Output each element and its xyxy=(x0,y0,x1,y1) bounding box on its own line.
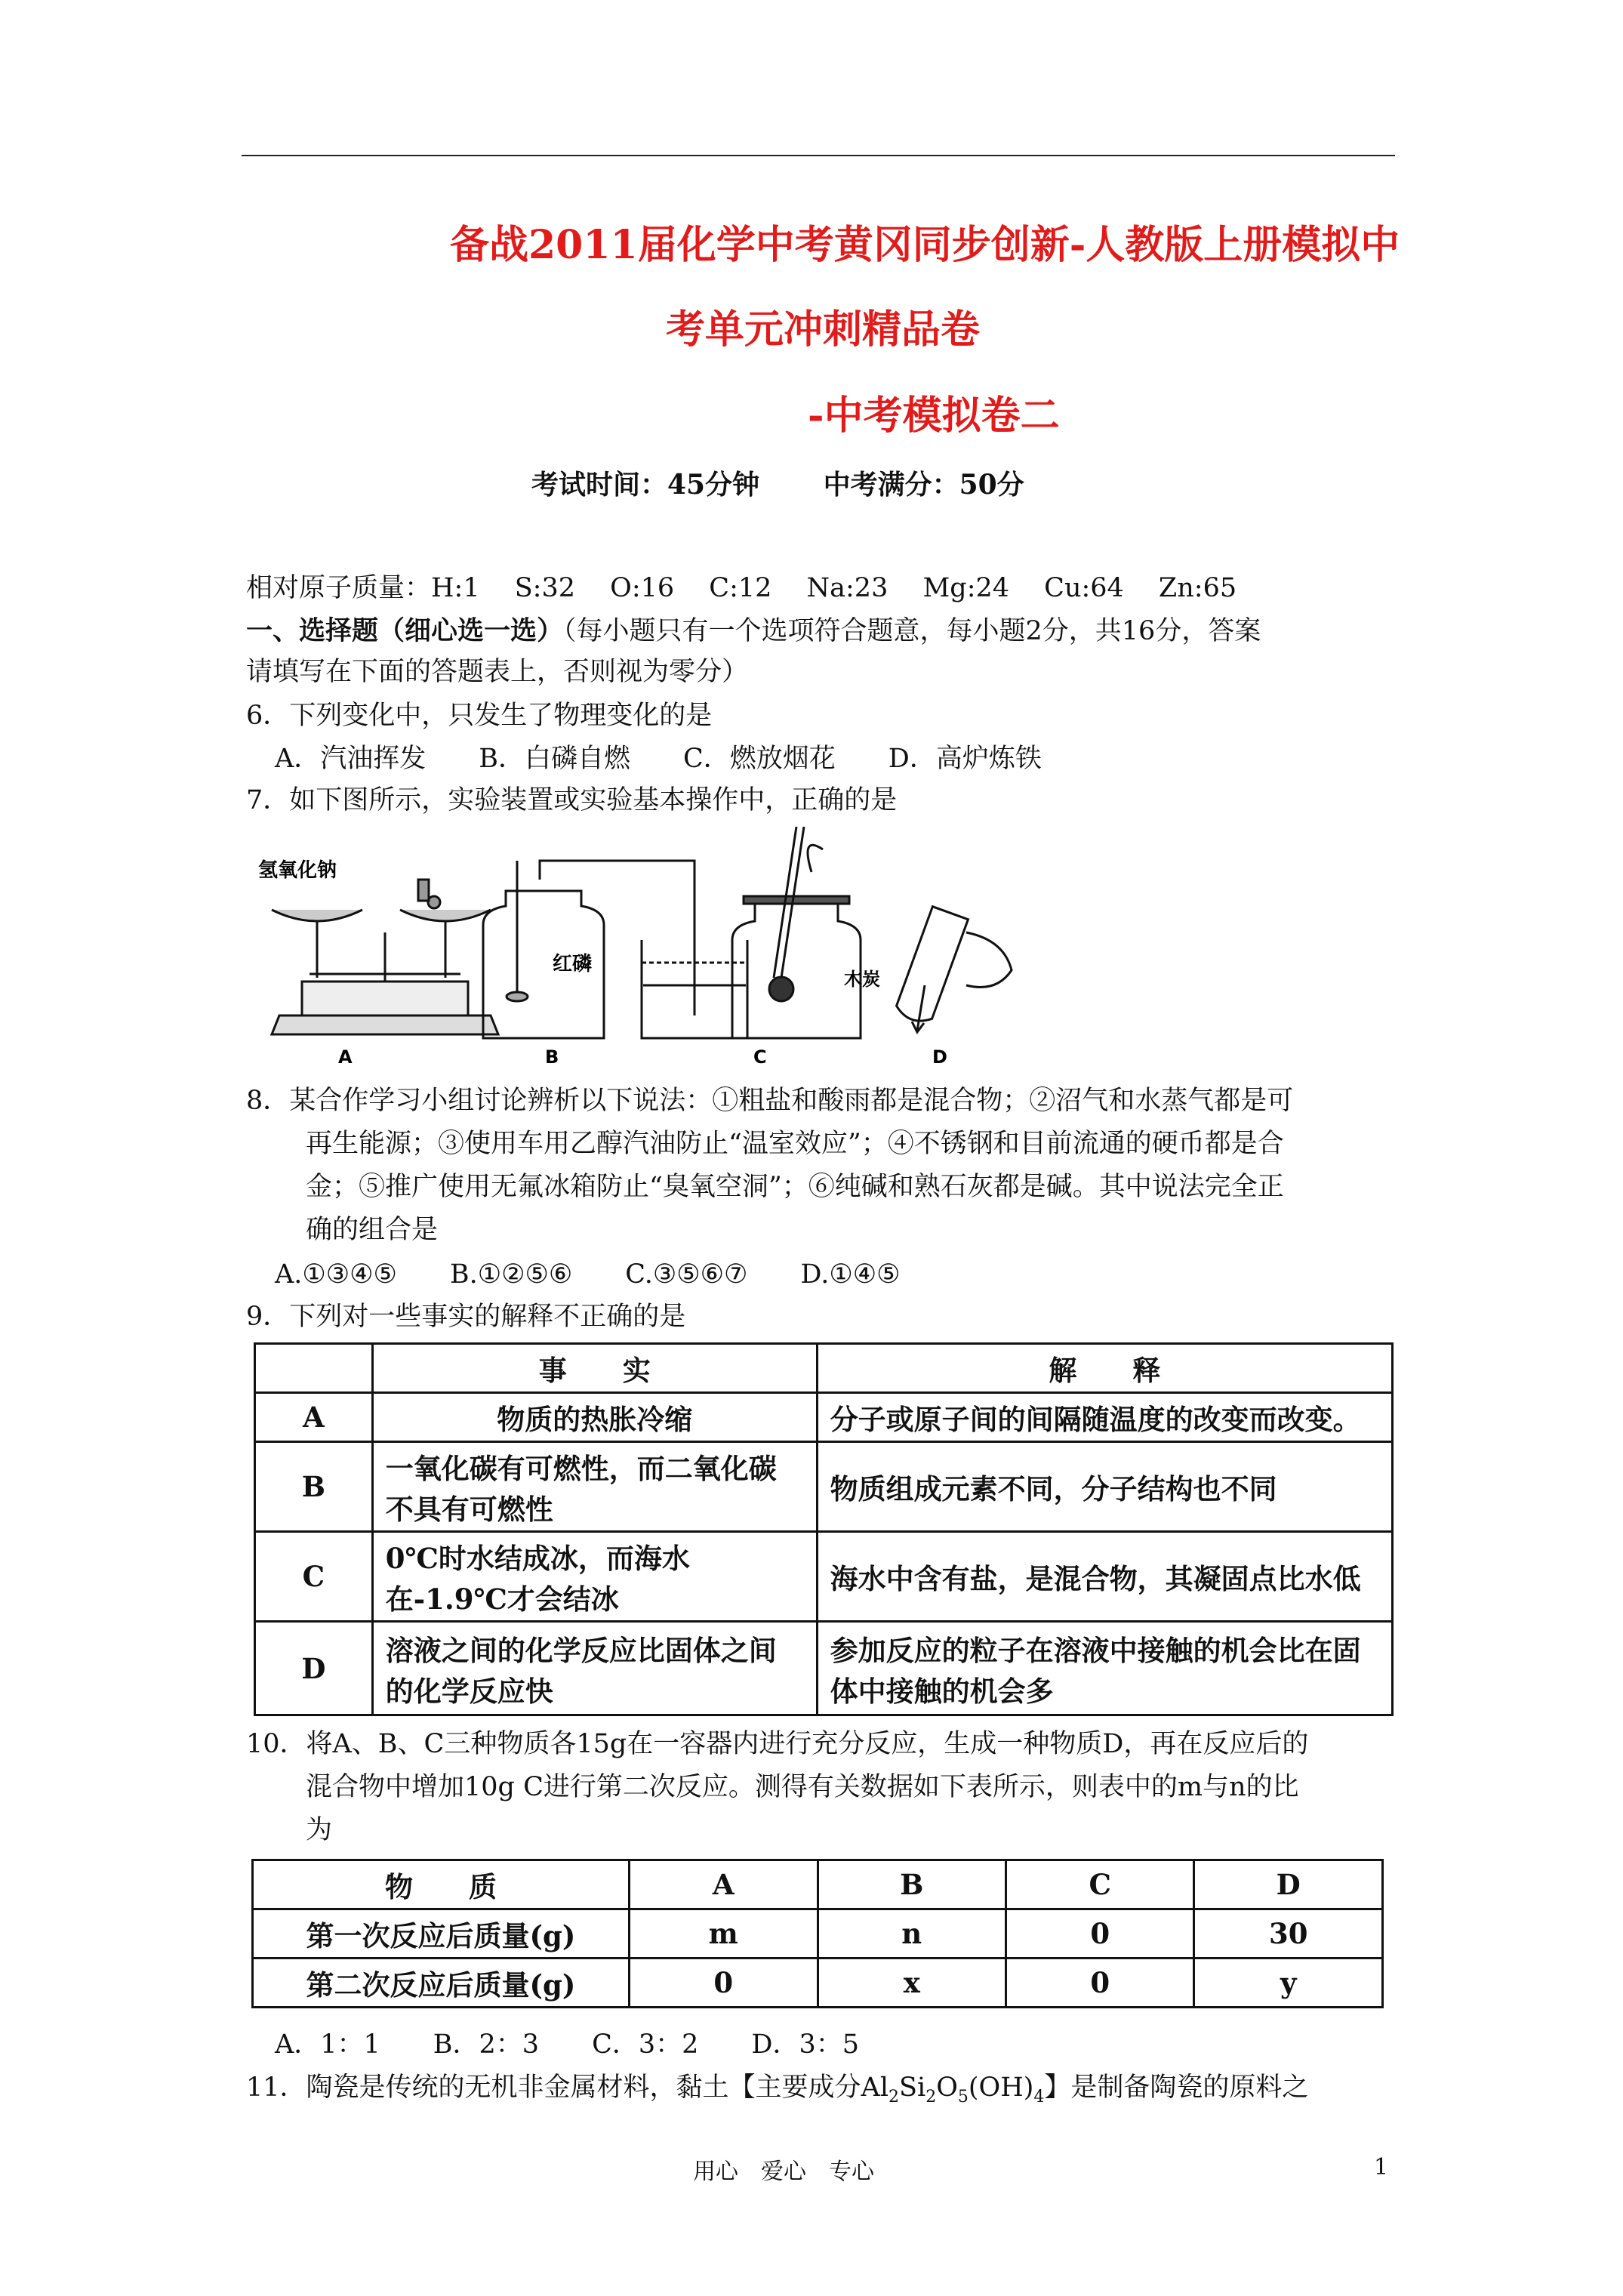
atomic-masses: 相对原子质量：H:1 S:32 O:16 C:12 Na:23 Mg:24 Cu:64 Zn:65 xyxy=(246,573,1237,603)
q8-line1: 8．某合作学习小组讨论辨析以下说法：①粗盐和酸雨都是混合物；②沼气和水蒸气都是可 xyxy=(246,1086,1294,1116)
header-rule xyxy=(242,155,1395,156)
q10-header-cell: B xyxy=(818,1860,1006,1909)
figure-c-apparatus xyxy=(732,827,861,1038)
q9-row-explain: 海水中含有盐，是混合物，其凝固点比水低 xyxy=(817,1532,1392,1622)
q8-line2: 再生能源；③使用车用乙醇汽油防止“温室效应”；④不锈钢和目前流通的硬币都是合 xyxy=(306,1129,1284,1159)
q10-table-header xyxy=(253,1860,1383,1909)
q11-sub: 5 xyxy=(957,2088,969,2106)
q10-line1: 10．将A、B、C三种物质各15g在一容器内进行充分反应，生成一种物质D，再在反应后的 xyxy=(246,1729,1309,1759)
figure-caption-c: C xyxy=(753,1046,767,1068)
q9-header-key xyxy=(255,1344,373,1393)
section1-heading xyxy=(246,613,1261,649)
q11-line1 xyxy=(246,2069,1308,2116)
document-title-line3: -中考模拟卷二 xyxy=(808,393,1060,439)
table-cell: n xyxy=(818,1909,1006,1959)
q9-stem: 9．下列对一些事实的解释不正确的是 xyxy=(246,1302,686,1332)
q9-row-key: B xyxy=(255,1442,373,1532)
q6-stem: 6．下列变化中，只发生了物理变化的是 xyxy=(246,701,713,731)
figure-caption-b: B xyxy=(545,1046,559,1068)
q10-header-cell: C xyxy=(1006,1860,1193,1909)
q11-prefix: 11．陶瓷是传统的无机非金属材料，黏土【主要成分Al xyxy=(246,2073,889,2103)
table-row xyxy=(255,1622,1393,1715)
q11-suffix: 】是制备陶瓷的原料之 xyxy=(1044,2073,1309,2103)
q11-part: Si xyxy=(899,2073,926,2103)
table-row xyxy=(253,1909,1383,1959)
table-cell: y xyxy=(1194,1959,1383,2008)
q9-row-key: D xyxy=(255,1622,373,1715)
q8-options: A.①③④⑤ B.①②⑤⑥ C.③⑤⑥⑦ D.①④⑤ xyxy=(275,1259,901,1290)
page-number: 1 xyxy=(1374,2154,1389,2180)
q9-header-fact: 事 实 xyxy=(372,1344,817,1393)
figure-a-balance xyxy=(272,880,498,1034)
table-cell: 0 xyxy=(630,1959,818,2008)
table-cell: 第二次反应后质量(g) xyxy=(253,1959,630,2008)
q10-header-cell: D xyxy=(1194,1860,1383,1909)
figure-c-label: 木炭 xyxy=(844,969,880,990)
q8-line3: 金；⑤推广使用无氟冰箱防止“臭氧空洞”；⑥纯碱和熟石灰都是碱。其中说法完全正 xyxy=(306,1172,1284,1202)
q9-table xyxy=(254,1342,1394,1716)
q11-sub: 4 xyxy=(1033,2088,1045,2106)
q11-part: O xyxy=(936,2073,958,2103)
q7-apparatus-figure xyxy=(249,827,1079,1068)
figure-b-apparatus xyxy=(483,861,747,1038)
q7-stem: 7．如下图所示，实验装置或实验基本操作中，正确的是 xyxy=(246,785,898,815)
q10-header-cell: 物 质 xyxy=(253,1860,630,1909)
table-row xyxy=(253,1959,1383,2008)
table-cell: x xyxy=(818,1959,1006,2008)
table-cell: 0 xyxy=(1006,1959,1193,2008)
section1-heading-bold: 一、选择题（细心选一选） xyxy=(246,615,564,646)
figure-d-test-tube xyxy=(894,907,1012,1032)
section1-heading-rest: （每小题只有一个选项符合题意，每小题2分，共16分，答案 xyxy=(563,616,1261,646)
table-cell: 30 xyxy=(1194,1909,1383,1959)
q9-header-explain: 解 释 xyxy=(817,1344,1392,1393)
q9-row-key: C xyxy=(255,1532,373,1622)
q10-header-cell: A xyxy=(630,1860,818,1909)
figure-caption-d: D xyxy=(932,1046,947,1068)
footer-motto: 用心 爱心 专心 xyxy=(693,2159,874,2185)
table-cell: 第一次反应后质量(g) xyxy=(253,1909,630,1959)
q10-line3: 为 xyxy=(306,1815,333,1845)
figure-b-label: 红磷 xyxy=(553,953,593,975)
document-title-line1: 备战2011届化学中考黄冈同步创新-人教版上册模拟中 xyxy=(450,222,1400,268)
q10-table xyxy=(251,1859,1384,2008)
exam-info: 考试时间：45分钟 中考满分：50分 xyxy=(531,469,1024,501)
q9-row-key: A xyxy=(255,1393,373,1442)
document-title-line2: 考单元冲刺精品卷 xyxy=(666,307,981,353)
q11-part: (OH) xyxy=(968,2073,1034,2103)
q9-row-explain: 分子或原子间的间隔随温度的改变而改变。 xyxy=(817,1393,1392,1442)
q10-options: A．1：1 B．2：3 C．3：2 D．3：5 xyxy=(275,2029,859,2060)
q9-row-explain: 参加反应的粒子在溶液中接触的机会比在固体中接触的机会多 xyxy=(817,1622,1392,1715)
figure-caption-a: A xyxy=(338,1046,353,1068)
table-row xyxy=(255,1532,1393,1622)
table-cell: 0 xyxy=(1006,1909,1193,1959)
q11-sub: 2 xyxy=(925,2088,937,2106)
table-row xyxy=(255,1442,1393,1532)
q9-row-explain: 物质组成元素不同，分子结构也不同 xyxy=(817,1442,1392,1532)
q8-line4: 确的组合是 xyxy=(306,1215,439,1245)
figure-a-label: 氢氧化钠 xyxy=(258,859,337,882)
table-cell: m xyxy=(630,1909,818,1959)
q9-row-fact: 溶液之间的化学反应比固体之间的化学反应快 xyxy=(372,1622,817,1715)
q9-row-fact: 物质的热胀冷缩 xyxy=(372,1393,817,1442)
q9-row-fact: 0℃时水结成冰，而海水在-1.9℃才会结冰 xyxy=(372,1532,817,1622)
q10-line2: 混合物中增加10g C进行第二次反应。测得有关数据如下表所示，则表中的m与n的比 xyxy=(306,1772,1299,1802)
q6-options: A．汽油挥发 B．白磷自燃 C．燃放烟花 D．高炉炼铁 xyxy=(275,744,1042,774)
q9-table-header xyxy=(255,1344,1393,1393)
table-row xyxy=(255,1393,1393,1442)
q11-sub: 2 xyxy=(888,2088,900,2106)
q9-row-fact: 一氧化碳有可燃性，而二氧化碳不具有可燃性 xyxy=(372,1442,817,1532)
section1-heading-line2: 请填写在下面的答题表上，否则视为零分） xyxy=(246,657,749,687)
